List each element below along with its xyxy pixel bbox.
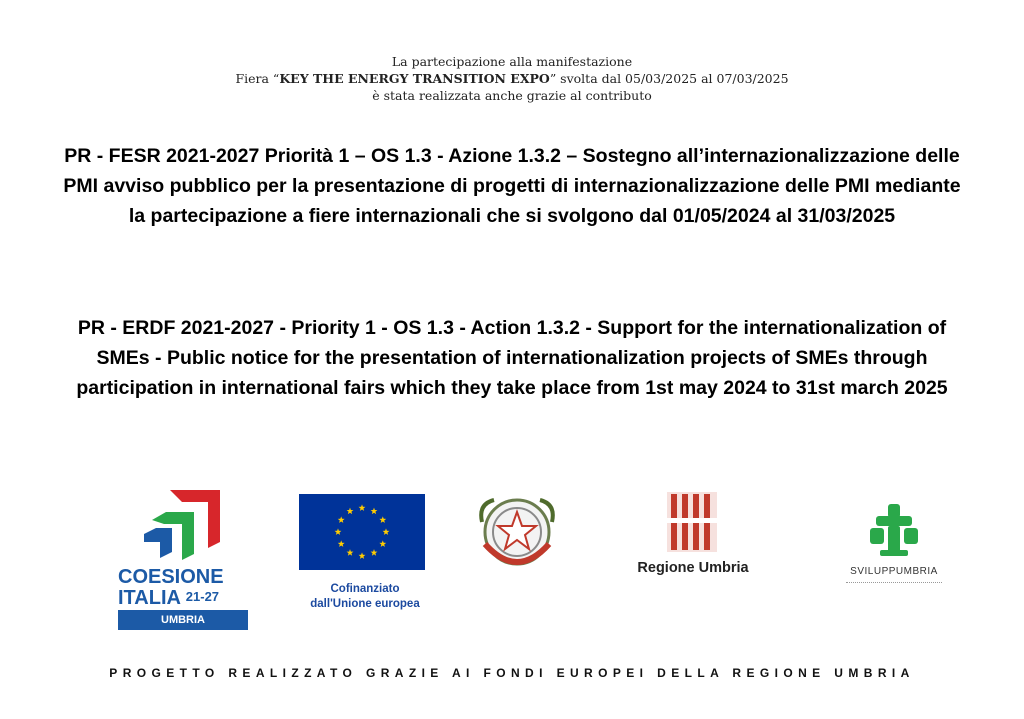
umbria-label: Regione Umbria	[637, 560, 749, 576]
coesione-italia: ITALIA	[118, 587, 181, 609]
eu-caption-line-2: dall'Unione europea	[310, 598, 420, 610]
sviluppumbria-tree-icon	[866, 502, 922, 558]
sviluppumbria-tagline-line	[846, 582, 942, 585]
intro-line-2	[0, 70, 1024, 87]
intro-line-1: La partecipazione alla manifestazione	[391, 54, 633, 69]
fair-name: KEY THE ENERGY TRANSITION EXPO	[279, 71, 550, 86]
intro-line-3: è stata realizzata anche grazie al contributo	[372, 88, 652, 103]
intro-line-2-suffix: ” svolta dal 05/03/2025 al 07/03/2025	[549, 71, 789, 86]
heading-english: PR - ERDF 2021-2027 - Priority 1 - OS 1.3 - Action 1.3.2 - Support for the internationalization of SMEs - Public notice for the presentation of internationalization projects of SMEs through participation in international fairs which they take place from 1st may 2024 to 31st march 2025	[76, 317, 948, 399]
coesione-italia-logo	[118, 490, 250, 630]
eu-flag-icon	[299, 494, 425, 570]
emblem-svg	[470, 492, 564, 580]
regione-umbria-logo	[616, 492, 770, 582]
coesione-years: 21-27	[185, 589, 220, 604]
logos-row	[0, 488, 1024, 638]
heading-italian: PR - FESR 2021-2027 Priorità 1 – OS 1.3 - Azione 1.3.2 – Sostegno all’internazionalizzazione delle PMI avviso pubblico per la presentazione di progetti di internazionalizzazione delle PMI mediante la partecipazione a fiere internazionali che si svolgono dal 01/05/2024 al 31/03/2025	[63, 145, 961, 227]
coesione-text	[118, 568, 250, 608]
intro-text	[0, 53, 1024, 104]
umbria-columns-icon	[667, 492, 717, 552]
sviluppumbria-logo	[836, 502, 952, 594]
eu-caption-line-1: Cofinanziato	[330, 583, 400, 595]
coesione-cube-icon	[144, 490, 224, 562]
coesione-region-band: UMBRIA	[118, 610, 248, 630]
footer-text: PROGETTO REALIZZATO GRAZIE AI FONDI EUROPEI DELLA REGIONE UMBRIA	[109, 666, 915, 680]
eu-caption	[290, 582, 440, 612]
italian-republic-emblem-icon	[470, 492, 564, 580]
sviluppumbria-label: SVILUPPUMBRIA	[850, 566, 938, 577]
coesione-line-1: COESIONE	[118, 566, 224, 588]
intro-line-2-prefix: Fiera “	[235, 71, 280, 86]
eu-cofinanced-logo	[290, 494, 440, 614]
coesione-line-2	[118, 587, 250, 608]
